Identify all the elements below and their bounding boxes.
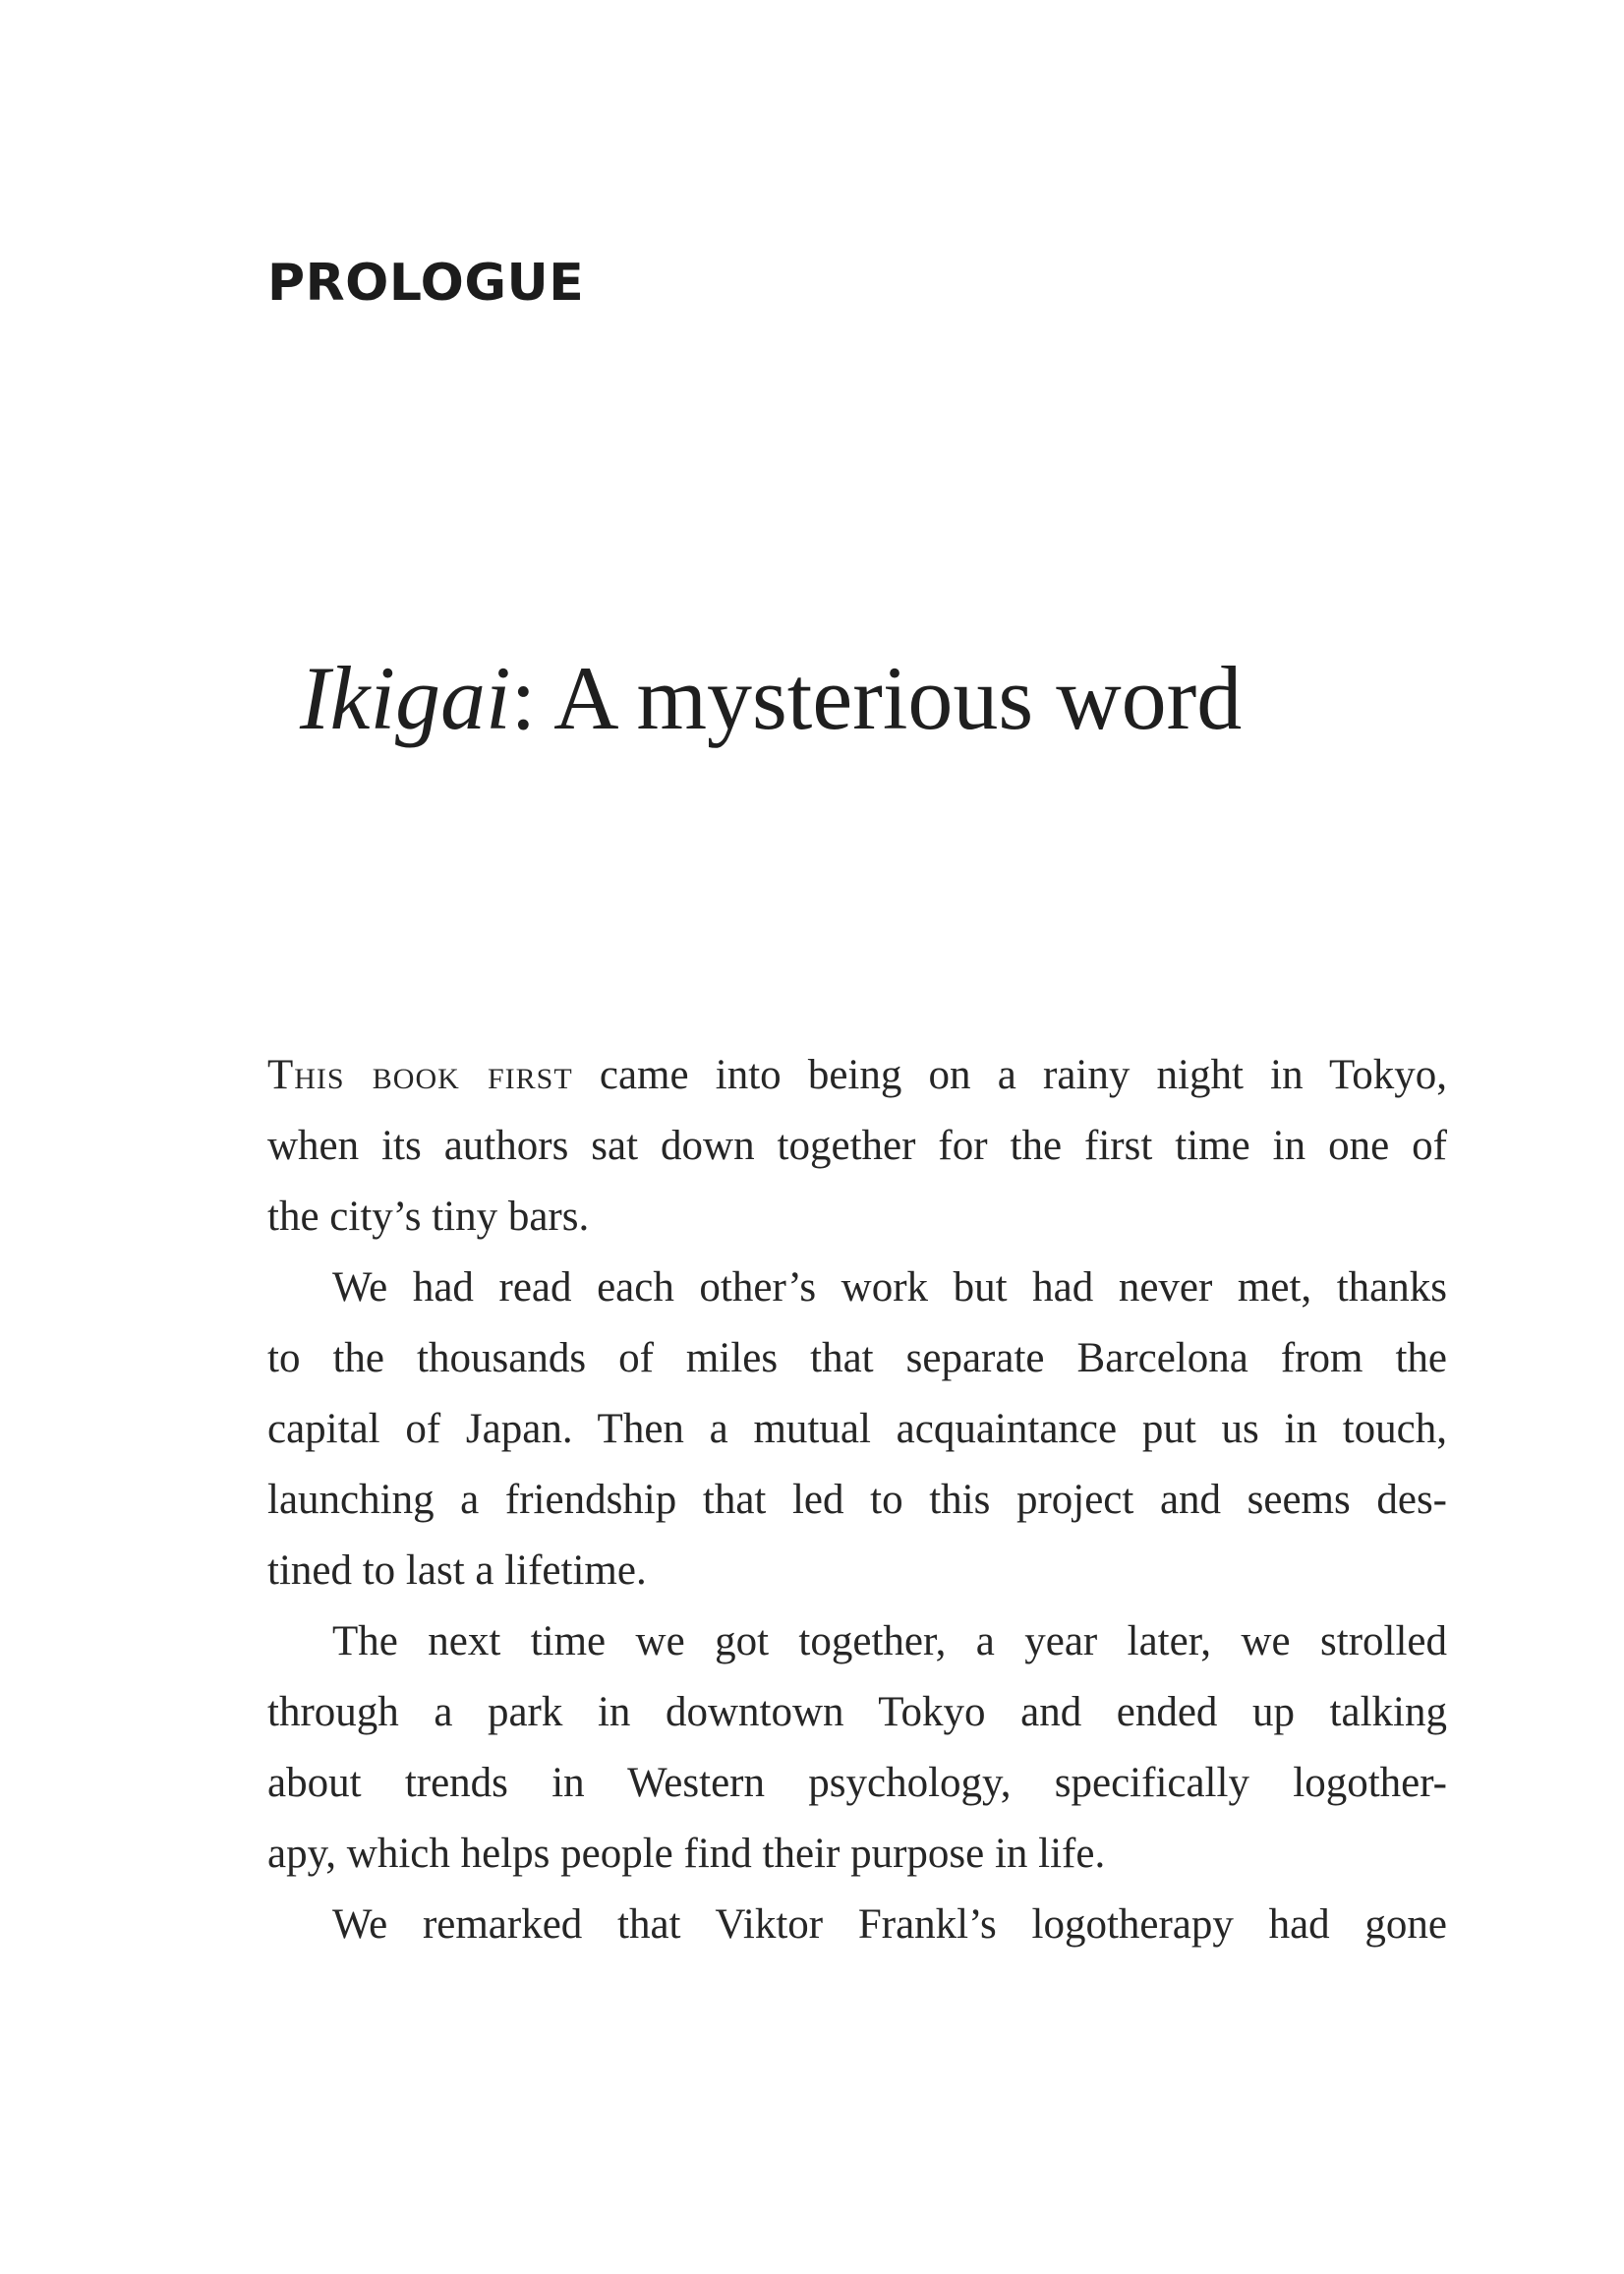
chapter-title-italic: Ikigai — [300, 648, 511, 748]
section-label: PROLOGUE — [267, 254, 585, 313]
body-text — [267, 1040, 1447, 1960]
paragraph-1 — [267, 1040, 1447, 1253]
text-line — [267, 1040, 1447, 1111]
text-line: when its authors sat down together for the first time in one of — [267, 1123, 1447, 1169]
line-text: came into being on a rainy night in Tokyo, — [572, 1052, 1447, 1098]
text-line: the city’s tiny bars. — [267, 1194, 590, 1240]
text-line: We remarked that Viktor Frankl’s logotherapy had gone — [332, 1901, 1447, 1948]
paragraph-4 — [267, 1890, 1447, 1960]
text-line: launching a friendship that led to this project and seems des- — [267, 1477, 1447, 1523]
lead-small-caps: This book first — [267, 1052, 573, 1098]
chapter-title-rest: : A mysterious word — [510, 648, 1243, 748]
paragraph-2 — [267, 1253, 1447, 1606]
text-line: to the thousands of miles that separate Barcelona from the — [267, 1335, 1447, 1381]
text-line: through a park in downtown Tokyo and ended up talking — [267, 1689, 1447, 1735]
text-line: The next time we got together, a year later, we strolled — [332, 1618, 1447, 1664]
text-line: apy, which helps people find their purpose in life. — [267, 1831, 1106, 1877]
text-line: tined to last a lifetime. — [267, 1547, 647, 1594]
text-line: about trends in Western psychology, specifically logother- — [267, 1760, 1447, 1806]
text-line: We had read each other’s work but had never met, thanks — [332, 1264, 1447, 1311]
paragraph-3 — [267, 1606, 1447, 1890]
text-line: capital of Japan. Then a mutual acquaintance put us in touch, — [267, 1406, 1447, 1452]
chapter-title — [300, 649, 1242, 748]
